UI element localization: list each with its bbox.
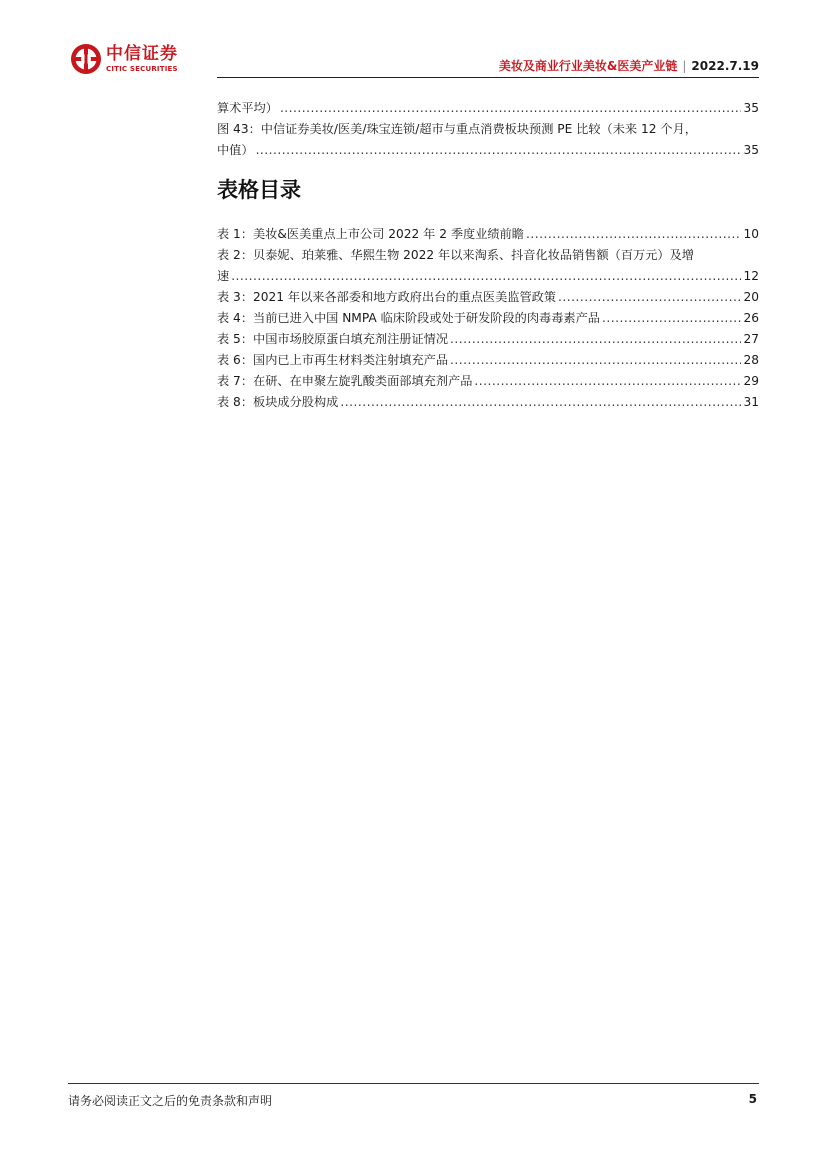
toc-entry-page: 35 [743, 101, 759, 115]
logo-english-name: CITIC SECURITIES [106, 64, 178, 73]
toc-entry[interactable] [217, 140, 759, 161]
report-date: 2022.7.19 [691, 58, 759, 73]
header-separator: | [682, 58, 687, 73]
company-logo [70, 42, 178, 76]
toc-leader-dots [280, 98, 742, 119]
toc-entry-page: 20 [743, 290, 759, 304]
logo-chinese-name: 中信证券 [106, 43, 178, 64]
toc-entry[interactable] [217, 329, 759, 350]
toc-leader-dots [450, 350, 741, 371]
toc-leader-dots [602, 308, 742, 329]
toc-entry[interactable] [217, 392, 759, 413]
toc-entry-label: 表 5：中国市场胶原蛋白填充剂注册证情况 [217, 332, 449, 346]
toc-leader-dots [526, 224, 742, 245]
footer-disclaimer: 请务必阅读正文之后的免责条款和声明 [68, 1094, 273, 1108]
toc-entry[interactable] [217, 308, 759, 329]
toc-entry-label: 中值） [217, 143, 254, 157]
toc-entry-label: 算术平均） [217, 101, 278, 115]
footer-divider [68, 1083, 759, 1084]
toc-entry-label: 表 7：在研、在申聚左旋乳酸类面部填充剂产品 [217, 374, 473, 388]
toc-entry[interactable] [217, 371, 759, 392]
toc-entry-label: 表 1：美妆&医美重点上市公司 2022 年 2 季度业绩前瞻 [217, 227, 524, 241]
toc-entry[interactable] [217, 266, 759, 287]
toc-entry-page: 26 [743, 311, 759, 325]
table-toc-heading: 表格目录 [217, 178, 301, 202]
table-toc-list [217, 224, 759, 413]
toc-entry[interactable] [217, 350, 759, 371]
figure-toc-tail [217, 98, 759, 161]
toc-leader-dots [474, 371, 741, 392]
toc-entry-label: 表 3：2021 年以来各部委和地方政府出台的重点医美监管政策 [217, 290, 557, 304]
toc-entry[interactable] [217, 98, 759, 119]
toc-entry-label: 表 8：板块成分股构成 [217, 395, 339, 409]
toc-entry-page: 31 [743, 395, 759, 409]
citic-logo-icon [70, 43, 102, 75]
toc-entry[interactable] [217, 224, 759, 245]
toc-leader-dots [558, 287, 741, 308]
header-divider [217, 77, 759, 78]
toc-leader-dots [231, 266, 741, 287]
toc-leader-dots [256, 140, 742, 161]
toc-leader-dots [450, 329, 741, 350]
page-number: 5 [748, 1092, 757, 1106]
report-header [499, 57, 759, 74]
toc-entry-page: 29 [743, 374, 759, 388]
toc-entry-page: 27 [743, 332, 759, 346]
toc-entry-label: 表 6：国内已上市再生材料类注射填充产品 [217, 353, 449, 367]
toc-entry-page: 12 [743, 269, 759, 283]
toc-entry-page: 28 [743, 353, 759, 367]
toc-entry-page: 35 [743, 143, 759, 157]
toc-leader-dots [340, 392, 741, 413]
toc-entry-page: 10 [743, 227, 759, 241]
toc-entry-label: 表 4：当前已进入中国 NMPA 临床阶段或处于研发阶段的肉毒毒素产品 [217, 311, 600, 325]
toc-entry-first-line[interactable]: 图 43：中信证券美妆/医美/珠宝连锁/超市与重点消费板块预测 PE 比较（未来 12 个月， [217, 122, 697, 136]
report-title: 美妆及商业行业美妆&医美产业链 [498, 59, 678, 73]
toc-entry[interactable] [217, 287, 759, 308]
toc-entry-first-line[interactable]: 表 2：贝泰妮、珀莱雅、华熙生物 2022 年以来淘系、抖音化妆品销售额（百万元）及增 [217, 248, 694, 262]
toc-entry-label: 速 [217, 269, 230, 283]
